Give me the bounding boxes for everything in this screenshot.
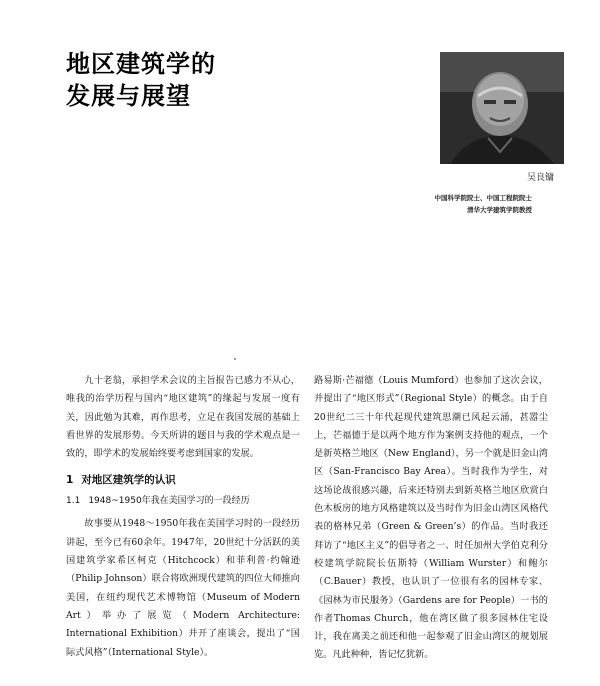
body-paragraph-1: 故事要从1948～1950年我在美国学习时的一段经历讲起，至今已有60余年。1947年，20世纪十分活跃的美国建筑学家希区柯克（Hitchcock）和菲利普·约翰逊（Philip Johnson）联合将欧洲现代建筑的四位大师推向美国，在纽约现代艺术博物馆（Museum of Modern Art）举办了展览（Modern Architecture: International Exhibition）并开了座谈会，提出了“国际式风格”（International Style）。 bbox=[66, 518, 300, 658]
affiliation-line-2: 清华大学建筑学院教授 bbox=[467, 206, 532, 214]
portrait-icon bbox=[440, 52, 564, 164]
section-number: 1 bbox=[66, 474, 74, 487]
body-paragraph-2: 路易斯·芒福德（Louis Mumford）也参加了这次会议，并提出了“地区形式”（Regional Style）的概念。由于自20世纪二三十年代起现代建筑思潮已风起云涌，甚嚣尘上，芒福德于是以两个地方作为案例支持他的观点，一个是新英格兰地区（New England），另一个就是旧金山湾区（San-Francisco Bay Area）。当时我作为学生，对这场论战很感兴趣，后来还特别去到新英格兰地区欣赏白色木板房的地方风格建筑以及当时作为旧金山湾区风格代表的格林兄弟（Green & Green’s）的作品。当时我还拜访了“地区主义”的倡导者之一、时任加州大学伯克利分校建筑学院院长伍斯特（William Wurster）和鲍尔（C.Bauer）教授，也认识了一位很有名的园林专家、《园林为市民服务》（Gardens are for People）一书的作者Thomas Church，他在湾区做了很多园林住宅设计，我在离美之前还和他一起参观了旧金山湾区的规划展览。凡此种种，皆记忆犹新。 bbox=[314, 375, 548, 661]
subsection-number: 1.1 bbox=[66, 496, 81, 507]
title-line-2: 发展与展望 bbox=[66, 82, 191, 110]
left-column bbox=[66, 372, 300, 662]
right-column bbox=[314, 372, 548, 665]
section-title: 对地区建筑学的认识 bbox=[81, 474, 176, 487]
affiliation-line-1: 中国科学院院士、中国工程院院士 bbox=[434, 194, 532, 202]
section-heading bbox=[66, 469, 300, 491]
title-line-1: 地区建筑学的 bbox=[66, 50, 216, 78]
article-title bbox=[66, 48, 216, 112]
author-affiliation bbox=[435, 192, 533, 216]
author-portrait-photo bbox=[440, 52, 564, 164]
intro-paragraph: 九十老翁，承担学术会议的主旨报告已感力不从心，唯我的治学历程与国内“地区建筑”的缘起与发展一度有关，因此勉为其难，再作思考，立足在我国发展的基础上看世界的发展形势。今天所讲的题目与我的学术观点是一致的，即学术的发展始终要考虑到国家的发展。 bbox=[66, 375, 300, 460]
decorative-dot bbox=[234, 358, 236, 360]
subsection-title: 1948~1950年我在美国学习的一段经历 bbox=[88, 496, 250, 507]
subsection-heading bbox=[66, 491, 300, 511]
author-name: 吴良镛 bbox=[526, 173, 554, 183]
